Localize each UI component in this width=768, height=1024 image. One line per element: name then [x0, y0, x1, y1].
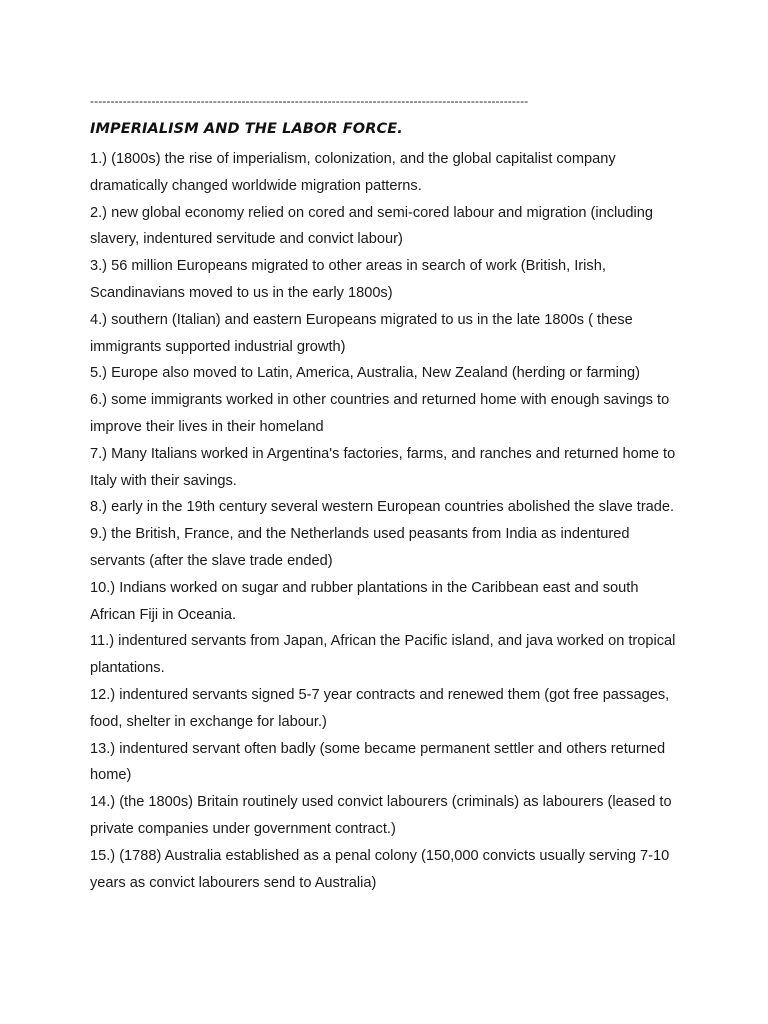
note-item: 13.) indentured servant often badly (some became permanent settler and others returned home) [90, 740, 666, 784]
note-item: 15.) (1788) Australia established as a penal colony (150,000 convicts usually serving 7-10 years as convict labourers send to Australia) [90, 847, 670, 891]
notes-list [90, 146, 682, 896]
note-item: 10.) Indians worked on sugar and rubber plantations in the Caribbean east and south African Fiji in Oceania. [90, 579, 639, 623]
note-item: 9.) the British, France, and the Netherlands used peasants from India as indentured servants (after the slave trade ended) [90, 526, 630, 569]
note-item: 2.) new global economy relied on cored and semi-cored labour and migration (including slavery, indentured servitude and convict labour) [90, 204, 653, 248]
note-item: 7.) Many Italians worked in Argentina's factories, farms, and ranches and returned home to Italy with their savings. [90, 445, 676, 489]
note-item: 6.) some immigrants worked in other countries and returned home with enough savings to improve their lives in their homeland [90, 392, 670, 435]
note-item: 1.) (1800s) the rise of imperialism, colonization, and the global capitalist company dramatically changed worldwide migration patterns. [90, 151, 616, 194]
section-heading: IMPERIALISM AND THE LABOR FORCE. [90, 121, 403, 137]
note-item: 14.) (the 1800s) Britain routinely used convict labourers (criminals) as labourers (leased to private companies under government contract.) [90, 794, 672, 837]
note-item: 12.) indentured servants signed 5-7 year contracts and renewed them (got free passages, food, shelter in exchange for labour.) [90, 686, 670, 730]
note-item: 3.) 56 million Europeans migrated to other areas in search of work (British, Irish, Scandinavians moved to us in the early 1800s) [90, 258, 606, 301]
note-item: 11.) indentured servants from Japan, African the Pacific island, and java worked on tropical plantations. [90, 633, 676, 677]
dashed-divider: ----------------------------------------------------------------------------------------------------------- [90, 94, 529, 108]
note-item: 4.) southern (Italian) and eastern Europeans migrated to us in the late 1800s ( these immigrants supported industrial growth) [90, 311, 633, 355]
note-item: 5.) Europe also moved to Latin, America, Australia, New Zealand (herding or farming) [90, 365, 640, 382]
note-item: 8.) early in the 19th century several western European countries abolished the slave trade. [90, 499, 675, 516]
